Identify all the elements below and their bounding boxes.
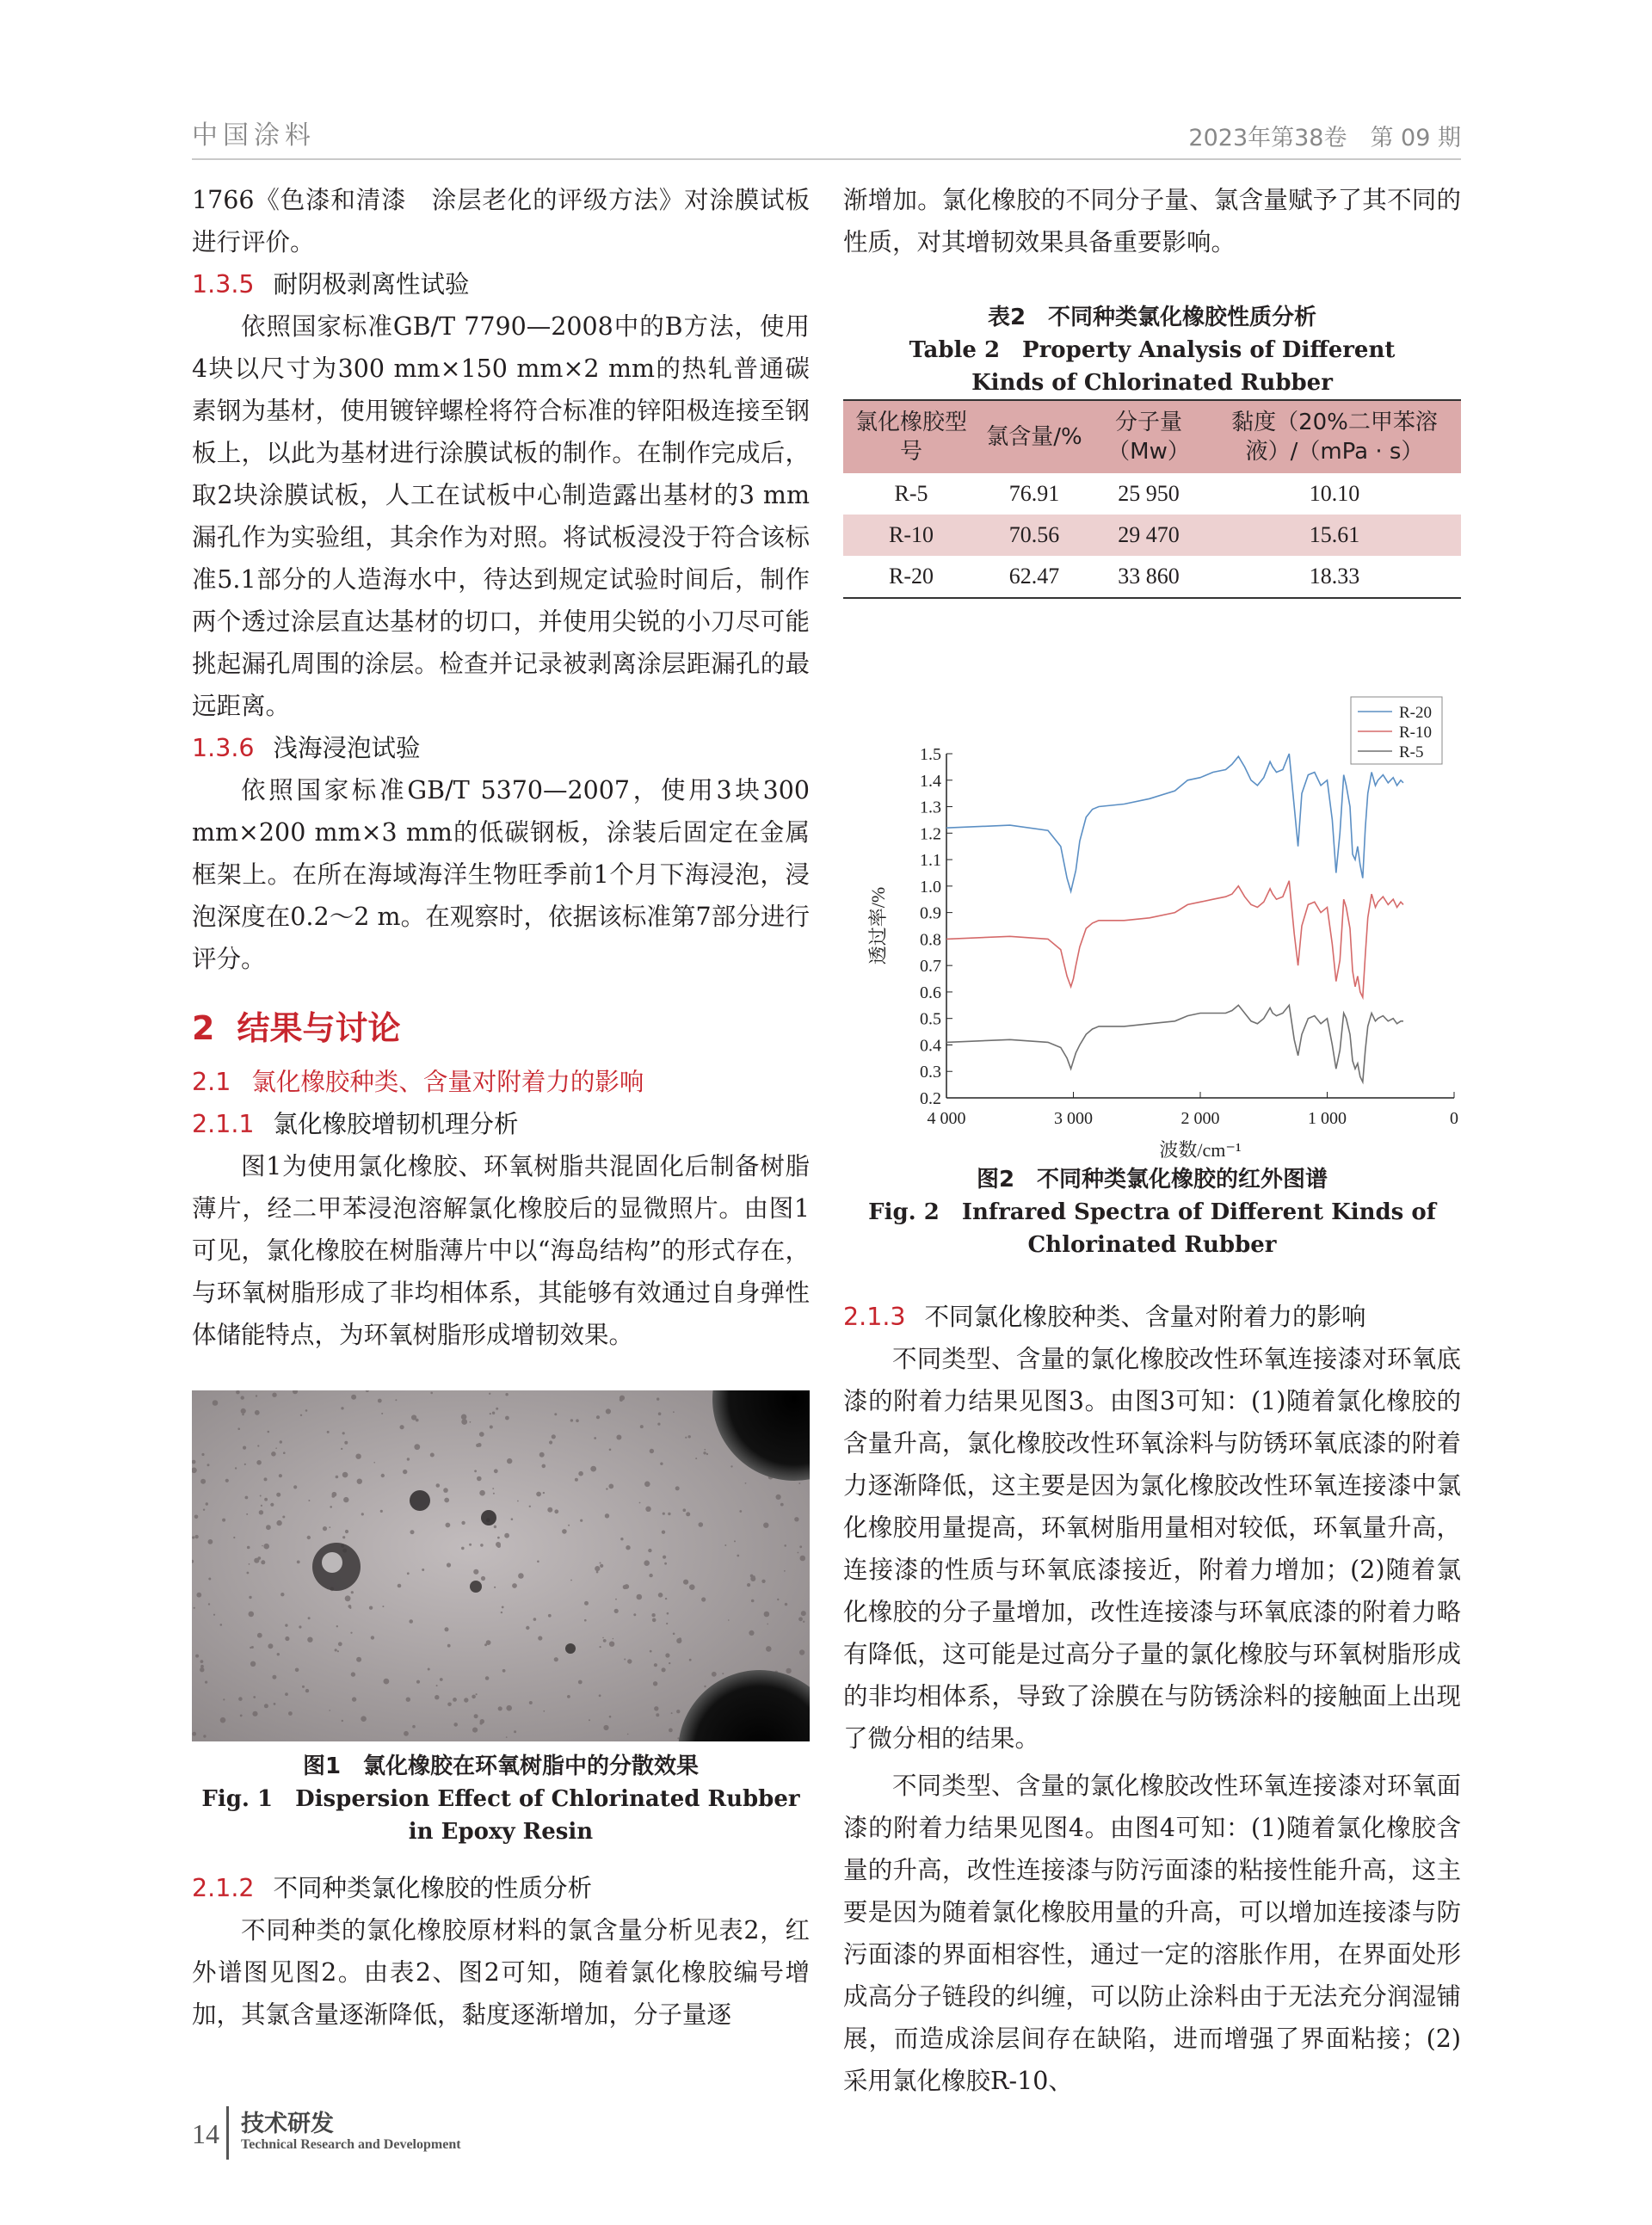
figure-2-caption: [843, 1163, 1461, 1261]
table-cell: R-5: [894, 481, 928, 506]
page-number: 14: [192, 2118, 219, 2149]
micrograph-drawing: [192, 1390, 810, 1741]
table-row: [843, 556, 1461, 598]
table-2-caption-en: Table 2 Property Analysis of Different Kinds of Chlorinated Rubber: [909, 337, 1396, 396]
table-cell: 33 860: [1089, 556, 1208, 598]
col-header-chlorine: 氯含量/%: [979, 400, 1089, 473]
y-tick-label: 0.2: [920, 1089, 941, 1108]
micrograph-image: [192, 1390, 810, 1741]
left-column: [192, 179, 810, 2036]
series-line-r-5: [946, 1005, 1403, 1082]
footer-section-en: Technical Research and Development: [241, 2137, 461, 2152]
section-number: 2.1.2: [192, 1874, 255, 1902]
y-tick-label: 1.0: [920, 877, 941, 897]
section-title: 耐阴极剥离性试验: [273, 270, 470, 299]
y-tick-label: 0.9: [920, 903, 941, 923]
y-axis-label: 透过率/%: [867, 886, 889, 965]
table-cell: 18.33: [1208, 556, 1461, 598]
section-title: 不同氯化橡胶种类、含量对附着力的影响: [924, 1303, 1366, 1331]
y-tick-label: 0.4: [920, 1036, 941, 1056]
y-tick-label: 0.5: [920, 1009, 941, 1029]
table-cell: 29 470: [1089, 515, 1208, 556]
table-cell: R-10: [843, 515, 979, 556]
journal-name: 中国涂料: [192, 120, 316, 151]
x-tick-label: 0: [1450, 1109, 1458, 1128]
paragraph-2-1-3-b: 不同类型、含量的氯化橡胶改性环氧连接漆对环氧面漆的附着力结果见图4。由图4可知：(1)随着氯化橡胶含量的升高，改性连接漆与防污面漆的粘接性能升高，这主要是因为随着氯化橡胶用量的升高，可以增加连接漆与防污面漆的界面相容性，通过一定的溶胀作用，在界面处形成高分子链段的纠缠，可以防止涂料由于无法充分润湿铺展，而造成涂层间存在缺陷，进而增强了界面粘接；(2)采用氯化橡胶R-10、: [843, 1772, 1461, 2095]
table-cell: 62.47: [979, 556, 1089, 598]
col-header-model: 氯化橡胶型号: [843, 400, 979, 473]
x-tick-label: 1 000: [1308, 1109, 1347, 1128]
legend-label: R-10: [1399, 724, 1432, 742]
y-tick-label: 0.3: [920, 1063, 941, 1082]
y-tick-label: 1.5: [920, 745, 941, 764]
table-2-caption: [843, 301, 1461, 399]
paragraph-continued-right: 渐增加。氯化橡胶的不同分子量、氯含量赋予了其不同的性质，对其增韧效果具备重要影响。: [843, 186, 1461, 256]
section-1-3-5-heading: [192, 263, 810, 305]
table-cell: R-20: [843, 556, 979, 598]
table-cell: 15.61: [1208, 515, 1461, 556]
paragraph-2-1-1: 图1为使用氯化橡胶、环氧树脂共混固化后制备树脂薄片，经二甲苯浸泡溶解氯化橡胶后的显微照片。由图1可见，氯化橡胶在树脂薄片中以“海岛结构”的形式存在，与环氧树脂形成了非均相体系，其能够有效通过自身弹性体储能特点，为环氧树脂形成增韧效果。: [192, 1152, 810, 1349]
series-line-r-20: [946, 754, 1403, 891]
y-tick-label: 0.8: [920, 930, 941, 950]
paragraph-2-1-3-a: 不同类型、含量的氯化橡胶改性环氧连接漆对环氧底漆的附着力结果见图3。由图3可知：(1)随着氯化橡胶的含量升高，氯化橡胶改性环氧涂料与防锈环氧底漆的附着力逐渐降低，这主要是因为氯化橡胶改性环氧连接漆中氯化橡胶用量提高，环氧树脂用量相对较低，环氧量升高，连接漆的性质与环氧底漆接近，附着力增加；(2)随着氯化橡胶的分子量增加，改性连接漆与环氧底漆的附着力略有降低，这可能是过高分子量的氯化橡胶与环氧树脂形成的非均相体系，导致了涂膜在与防锈涂料的接触面上出现了微分相的结果。: [843, 1345, 1461, 1753]
table-header-row: [843, 400, 1461, 473]
section-number: 2: [192, 1009, 215, 1047]
table-cell: 70.56: [979, 515, 1089, 556]
y-tick-label: 1.3: [920, 798, 941, 817]
right-column: [843, 179, 1461, 2102]
table-row: [843, 515, 1461, 556]
x-tick-label: 4 000: [927, 1109, 966, 1128]
figure-1-caption-zh: 图1 氯化橡胶在环氧树脂中的分散效果: [302, 1753, 700, 1779]
figure-1-caption: [192, 1750, 810, 1848]
section-title: 浅海浸泡试验: [273, 734, 421, 762]
figure-2-caption-zh: 图2 不同种类氯化橡胶的红外图谱: [976, 1167, 1328, 1193]
section-title: 结果与讨论: [237, 1009, 401, 1047]
col-header-viscosity: 黏度（20%二甲苯溶液）/（mPa · s）: [1208, 400, 1461, 473]
footer-section-zh: 技术研发: [241, 2111, 334, 2137]
footer-divider: [226, 2106, 229, 2160]
table-2: [843, 399, 1461, 599]
paragraph-1-3-6: 依照国家标准GB/T 5370—2007，使用3块300 mm×200 mm×3 mm的低碳钢板，涂装后固定在金属框架上。在所在海域海洋生物旺季前1个月下海浸泡，浸泡深度在0.2～2 m。在观察时，依据该标准第7部分进行评分。: [192, 776, 810, 973]
issue-info: 2023年第38卷 第 09 期: [1188, 125, 1461, 151]
table-row: [843, 473, 1461, 515]
section-number: 2.1.1: [192, 1110, 255, 1138]
section-title: 氯化橡胶增韧机理分析: [273, 1110, 519, 1138]
y-tick-label: 1.2: [920, 824, 941, 844]
section-2-heading: [192, 1006, 810, 1051]
table-cell: 10.10: [1309, 481, 1360, 506]
section-2-1-2-heading: [192, 1867, 810, 1909]
table-cell: 76.91: [1008, 481, 1060, 506]
legend-label: R-20: [1399, 704, 1432, 722]
paragraph-continued: 1766《色漆和清漆 涂层老化的评级方法》对涂膜试板进行评价。: [192, 186, 810, 256]
section-number: 1.3.6: [192, 734, 255, 762]
y-tick-label: 1.4: [920, 771, 941, 791]
section-number: 2.1: [192, 1068, 231, 1096]
section-title: 氯化橡胶种类、含量对附着力的影响: [251, 1068, 644, 1096]
table-cell: 25 950: [1118, 481, 1180, 506]
figure-1-caption-en: Fig. 1 Dispersion Effect of Chlorinated Rubber in Epoxy Resin: [201, 1786, 800, 1845]
figure-2-caption-en: Fig. 2 Infrared Spectra of Different Kinds of Chlorinated Rubber: [868, 1199, 1436, 1258]
series-line-r-10: [946, 881, 1403, 997]
section-number: 2.1.3: [843, 1303, 906, 1331]
paragraph-2-1-2: 不同种类的氯化橡胶原材料的氯含量分析见表2，红外谱图见图2。由表2、图2可知，随着氯化橡胶编号增加，其氯含量逐渐降低，黏度逐渐增加，分子量逐: [192, 1916, 810, 2029]
section-2-1-1-heading: [192, 1103, 810, 1145]
x-tick-label: 3 000: [1054, 1109, 1093, 1128]
x-axis-label: 波数/cm⁻¹: [1159, 1139, 1242, 1158]
section-2-1-3-heading: [843, 1296, 1461, 1338]
y-tick-label: 0.7: [920, 957, 941, 977]
section-number: 1.3.5: [192, 270, 255, 299]
x-tick-label: 2 000: [1180, 1109, 1220, 1128]
y-tick-label: 1.1: [920, 851, 941, 871]
legend-label: R-5: [1399, 743, 1424, 761]
col-header-mw: 分子量（Mw）: [1089, 400, 1208, 473]
section-2-1-heading: [192, 1061, 810, 1103]
header-rule: [192, 158, 1461, 160]
y-tick-label: 0.6: [920, 983, 941, 1002]
paragraph-1-3-5: 依照国家标准GB/T 7790—2008中的B方法，使用4块以尺寸为300 mm×150 mm×2 mm的热轧普通碳素钢为基材，使用镀锌螺栓将符合标准的锌阳极连接至钢板上，以此为基材进行涂膜试板的制作。在制作完成后，取2块涂膜试板，人工在试板中心制造露出基材的3 mm漏孔作为实验组，其余作为对照。将试板浸没于符合该标准5.1部分的人造海水中，待达到规定试验时间后，制作两个透过涂层直达基材的切口，并使用尖锐的小刀尽可能挑起漏孔周围的涂层。检查并记录被剥离涂层距漏孔的最远距离。: [192, 312, 810, 720]
table-2-caption-zh: 表2 不同种类氯化橡胶性质分析: [987, 305, 1317, 330]
section-1-3-6-heading: [192, 727, 810, 769]
section-title: 不同种类氯化橡胶的性质分析: [273, 1874, 593, 1902]
ir-spectrum-chart: [843, 633, 1461, 1158]
